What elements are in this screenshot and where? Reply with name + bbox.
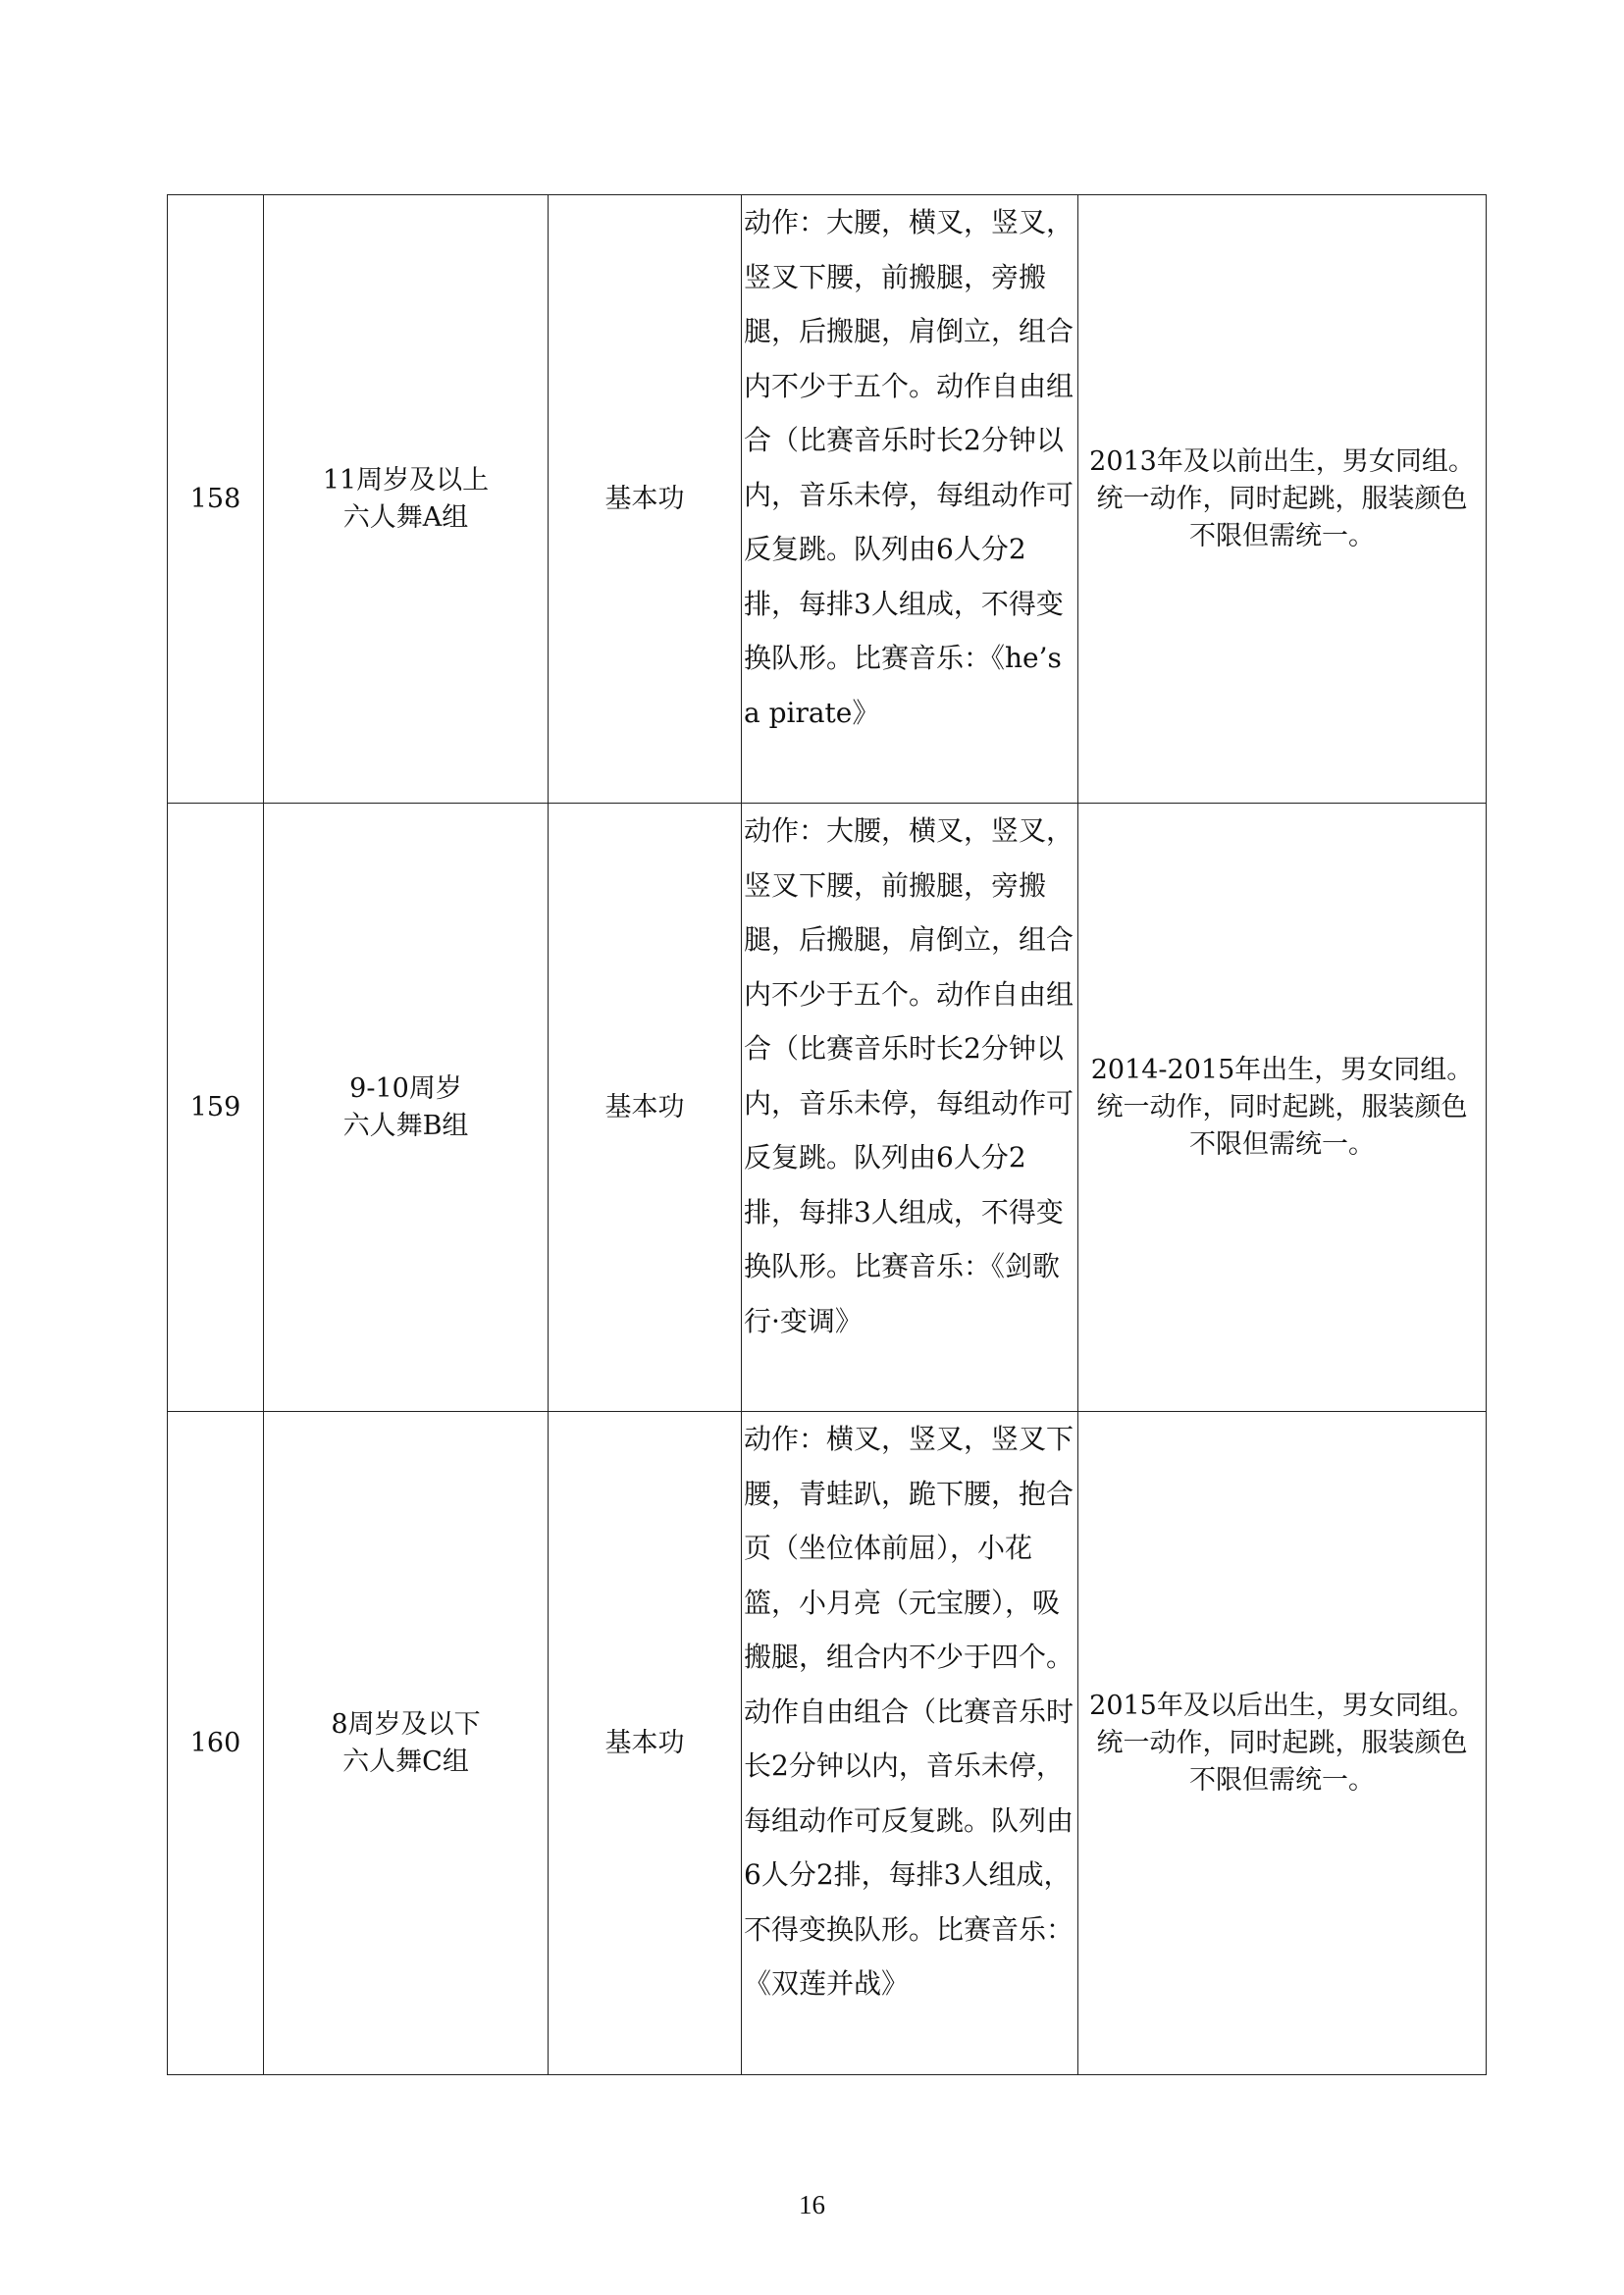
requirement-line: 不限但需统一。 bbox=[1189, 1764, 1375, 1796]
event-group bbox=[264, 1412, 549, 2075]
event-category: 基本功 bbox=[549, 804, 742, 1412]
event-requirements bbox=[1078, 1412, 1487, 2075]
requirement-line: 2015年及以后出生，男女同组。 bbox=[1089, 1690, 1475, 1721]
event-group bbox=[264, 195, 549, 804]
requirement-line: 统一动作，同时起跳，服装颜色 bbox=[1096, 483, 1468, 514]
requirement-line: 统一动作，同时起跳，服装颜色 bbox=[1096, 1727, 1468, 1758]
requirement-line: 2013年及以前出生，男女同组。 bbox=[1089, 445, 1475, 477]
event-number: 160 bbox=[168, 1412, 264, 2075]
requirement-line: 统一动作，同时起跳，服装颜色 bbox=[1096, 1091, 1468, 1122]
group-age: 9-10周岁 bbox=[349, 1072, 462, 1104]
event-requirements bbox=[1078, 195, 1487, 804]
event-number: 158 bbox=[168, 195, 264, 804]
event-requirements bbox=[1078, 804, 1487, 1412]
event-description: 动作：大腰，横叉，竖叉，竖叉下腰，前搬腿，旁搬腿，后搬腿，肩倒立，组合内不少于五个。动作自由组合（比赛音乐时长2分钟以内，音乐未停，每组动作可反复跳。队列由6人分2排，每排3人组成，不得变换队形。比赛音乐：《剑歌行·变调》 bbox=[742, 804, 1078, 1412]
table-row bbox=[168, 195, 1487, 804]
page-number: 16 bbox=[799, 2190, 825, 2219]
group-age: 11周岁及以上 bbox=[322, 464, 490, 496]
event-description: 动作：大腰，横叉，竖叉，竖叉下腰，前搬腿，旁搬腿，后搬腿，肩倒立，组合内不少于五个。动作自由组合（比赛音乐时长2分钟以内，音乐未停，每组动作可反复跳。队列由6人分2排，每排3人组成，不得变换队形。比赛音乐：《he’s a pirate》 bbox=[742, 195, 1078, 804]
table-row bbox=[168, 804, 1487, 1412]
event-number: 159 bbox=[168, 804, 264, 1412]
requirement-line: 不限但需统一。 bbox=[1189, 520, 1375, 551]
group-name: 六人舞C组 bbox=[342, 1746, 469, 1777]
requirement-line: 2014-2015年出生，男女同组。 bbox=[1090, 1054, 1474, 1085]
event-description: 动作：横叉，竖叉，竖叉下腰，青蛙趴，跪下腰，抱合页（坐位体前屈），小花篮，小月亮（元宝腰），吸搬腿，组合内不少于四个。动作自由组合（比赛音乐时长2分钟以内，音乐未停，每组动作可反复跳。队列由6人分2排，每排3人组成，不得变换队形。比赛音乐：《双莲并战》 bbox=[742, 1412, 1078, 2075]
events-table bbox=[167, 194, 1487, 2075]
requirement-line: 不限但需统一。 bbox=[1189, 1128, 1375, 1160]
group-age: 8周岁及以下 bbox=[331, 1708, 481, 1740]
event-group bbox=[264, 804, 549, 1412]
event-category: 基本功 bbox=[549, 195, 742, 804]
group-name: 六人舞A组 bbox=[342, 501, 469, 533]
table-row bbox=[168, 1412, 1487, 2075]
group-name: 六人舞B组 bbox=[342, 1110, 469, 1141]
event-category: 基本功 bbox=[549, 1412, 742, 2075]
